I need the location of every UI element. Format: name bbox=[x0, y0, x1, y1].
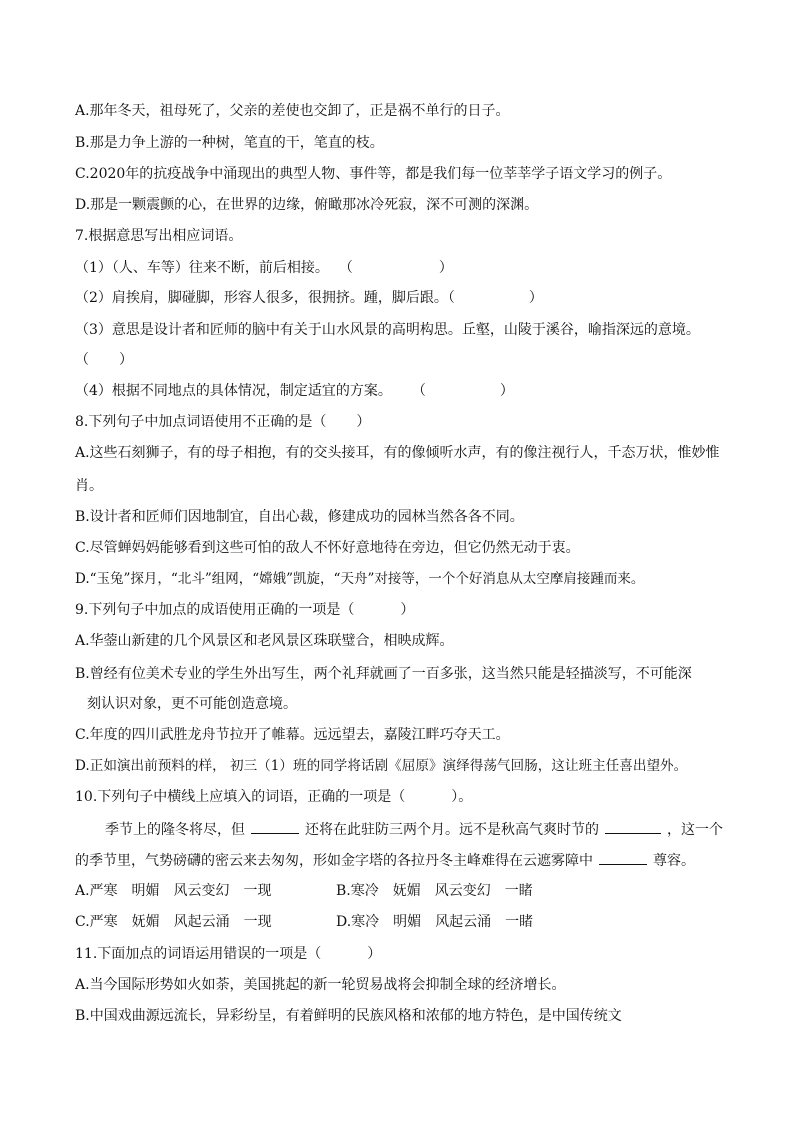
q9-option-a: A.华蓥山新建的几个风景区和老风景区珠联璧合，相映成辉。 bbox=[75, 633, 454, 649]
q7-item-4 bbox=[75, 381, 514, 401]
q10-passage-text: 季节上的隆冬将尽，但 bbox=[105, 822, 245, 838]
q7-item-1 bbox=[75, 258, 453, 278]
answer-paren-close: ） bbox=[438, 260, 453, 276]
q11-stem-text: 11.下面加点的词语运用错误的一项是（ bbox=[75, 946, 322, 962]
answer-paren-open: （ bbox=[447, 290, 455, 306]
q6-option-a: A.那年冬天，祖母死了，父亲的差使也交卸了，正是祸不单行的日子。 bbox=[75, 103, 510, 119]
q10-option-a: A.严寒 明媚 风云变幻 一现 bbox=[75, 883, 272, 899]
q9-stem-text: 9.下列句子中加点的成语使用正确的一项是（ bbox=[75, 602, 355, 618]
q9-option-d: D.正如演出前预料的样， 初三（1）班的同学将话剧《屈原》演绎得荡气回肠，这让班主任喜出望外。 bbox=[75, 758, 688, 774]
fill-blank-3[interactable] bbox=[599, 851, 647, 865]
q11-option-b: B.中国戏曲源远流长，异彩纷呈，有着鲜明的民族风格和浓郁的地方特色，是中国传统文 bbox=[75, 1008, 622, 1024]
q9-option-b-cont: 刻认识对象，更不可能创造意境。 bbox=[87, 696, 297, 712]
q7-item-1-text: （1）（人、车等）往来不断，前后相接。 bbox=[75, 260, 329, 276]
q7-item-3-answer bbox=[75, 350, 133, 370]
q6-option-c: C.2020年的抗疫战争中涌现出的典型人物、事件等，都是我们每一位莘莘学子语文学习的例子。 bbox=[75, 166, 672, 182]
q9-option-c: C.年度的四川武胜龙舟节拉开了帷幕。远远望去，嘉陵江畔巧夺天工。 bbox=[75, 727, 510, 743]
q10-passage-line-2 bbox=[75, 851, 695, 871]
answer-paren-close: ） bbox=[367, 946, 382, 962]
fill-blank-1[interactable] bbox=[251, 820, 299, 834]
q7-stem: 7.根据意思写出相应词语。 bbox=[75, 228, 243, 244]
answer-paren-close: ） bbox=[356, 414, 371, 430]
answer-paren-close: ） bbox=[119, 352, 133, 368]
q10-passage-text: 尊容。 bbox=[653, 853, 695, 869]
answer-paren-close: ） bbox=[400, 602, 415, 618]
q10-option-d: D.寒冷 明媚 风起云涌 一睹 bbox=[336, 914, 534, 930]
answer-paren-close: ） bbox=[499, 383, 514, 399]
fill-blank-2[interactable] bbox=[605, 820, 661, 834]
answer-paren-open: （ bbox=[338, 260, 353, 276]
answer-paren-close: ） bbox=[528, 290, 543, 306]
q10-stem-text: 10.下列句子中横线上应填入的词语，正确的一项是（ bbox=[75, 789, 406, 805]
q11-option-a: A.当今国际形势如火如荼，美国挑起的新一轮贸易战将会抑制全球的经济增长。 bbox=[75, 977, 566, 993]
q10-stem bbox=[75, 787, 472, 807]
q8-option-c: C.尽管蝉妈妈能够看到这些可怕的敌人不怀好意地待在旁边，但它仍然无动于衷。 bbox=[75, 540, 580, 556]
q7-item-3: （3）意思是设计者和匠师的脑中有关于山水风景的高明构思。丘壑，山陵于溪谷，喻指深远的意境。 bbox=[75, 322, 700, 338]
q6-option-d: D.那是一颗震颤的心，在世界的边缘，俯瞰那冰冷死寂，深不可测的深渊。 bbox=[75, 197, 539, 213]
q8-option-a: A.这些石刻狮子，有的母子相抱，有的交头接耳，有的像倾听水声，有的像注视行人，千态万状，惟妙惟 bbox=[75, 445, 720, 461]
q8-option-a-cont: 肖。 bbox=[75, 478, 103, 494]
q11-stem bbox=[75, 944, 381, 964]
q9-stem bbox=[75, 600, 414, 620]
q7-item-4-text: （4）根据不同地点的具体情况，制定适宜的方案。 bbox=[75, 383, 392, 399]
q7-item-2 bbox=[75, 288, 543, 308]
answer-paren-open: （ bbox=[411, 383, 426, 399]
q10-passage-text: ，这一个 bbox=[667, 822, 723, 838]
answer-paren-open: （ bbox=[75, 352, 89, 368]
q10-option-b: B.寒冷 妩媚 风云变幻 一睹 bbox=[336, 883, 533, 899]
q7-item-2-text: （2）肩挨肩，脚碰脚，形容人很多，很拥挤。踵，脚后跟。 bbox=[75, 290, 448, 306]
q9-option-b: B.曾经有位美术专业的学生外出写生，两个礼拜就画了一百多张，这当然只能是轻描淡写，不可能深 bbox=[75, 666, 692, 682]
q10-option-c: C.严寒 妩媚 风起云涌 一现 bbox=[75, 914, 272, 930]
q10-passage-text: 还将在此驻防三两个月。远不是秋高气爽时节的 bbox=[305, 822, 599, 838]
q8-option-d: D.“玉兔”探月，“北斗”组网，“嫦娥”凯旋，“天舟”对接等，一个个好消息从太空摩肩接踵而来。 bbox=[75, 571, 645, 587]
q8-stem-text: 8.下列句子中加点词语使用不正确的是（ bbox=[75, 414, 327, 430]
q10-passage-line-1 bbox=[105, 820, 723, 840]
q8-stem bbox=[75, 412, 370, 432]
q10-stem-end: ）。 bbox=[451, 789, 473, 805]
q10-passage-text: 的季节里，气势磅礴的密云来去匆匆，形如金字塔的各拉丹冬主峰难得在云遮雾障中 bbox=[75, 853, 593, 869]
q8-option-b: B.设计者和匠师们因地制宜，自出心裁，修建成功的园林当然各各不同。 bbox=[75, 509, 524, 525]
q6-option-b: B.那是力争上游的一种树，笔直的干，笔直的枝。 bbox=[75, 135, 384, 151]
